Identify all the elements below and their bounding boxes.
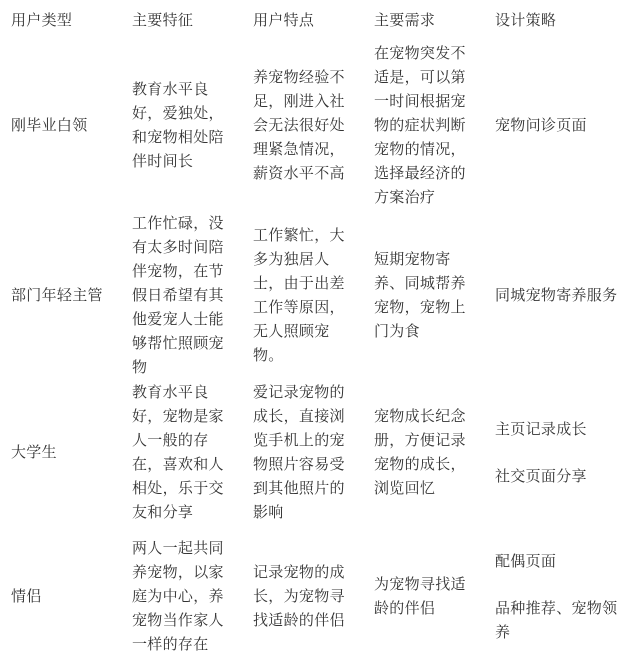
cell-feature: 教育水平良好，宠物是家人一般的存在，喜欢和人相处，乐于交友和分享 bbox=[132, 383, 224, 521]
cell-user-type: 部门年轻主管 bbox=[11, 286, 103, 304]
cell-need: 短期宠物寄养、同城帮养宠物，宠物上门为食 bbox=[374, 250, 466, 340]
cell-trait: 爱记录宠物的成长，直接浏览手机上的宠物照片容易受到其他照片的影响 bbox=[253, 383, 345, 521]
table-row bbox=[0, 380, 626, 524]
cell-trait: 养宠物经验不足，刚进入社会无法很好处理紧急情况，薪资水平不高 bbox=[253, 68, 345, 182]
strategy-item: 宠物问诊页面 bbox=[495, 116, 587, 134]
cell-user-type: 大学生 bbox=[11, 443, 57, 461]
table-row bbox=[0, 210, 626, 380]
strategy-item: 社交页面分享 bbox=[495, 466, 587, 485]
cell-need: 为宠物寻找适龄的伴侣 bbox=[374, 575, 466, 617]
cell-strategy bbox=[484, 40, 626, 210]
table-header bbox=[0, 0, 626, 40]
cell-need: 宠物成长纪念册，方便记录宠物的成长，浏览回忆 bbox=[374, 407, 466, 497]
header-design-strategy: 设计策略 bbox=[495, 11, 557, 29]
strategy-item: 同城宠物寄养服务 bbox=[495, 286, 618, 304]
cell-feature: 两人一起共同养宠物，以家庭为中心，养宠物当作家人一样的存在 bbox=[132, 539, 224, 653]
cell-need: 在宠物突发不适是，可以第一时间根据宠物的症状判断宠物的情况，选择最经济的方案治疗 bbox=[374, 44, 466, 206]
cell-trait: 工作繁忙，大多为独居人士，由于出差工作等原因，无人照顾宠物。 bbox=[253, 226, 345, 364]
cell-user-type: 刚毕业白领 bbox=[11, 116, 88, 134]
table-row bbox=[0, 40, 626, 210]
cell-feature: 工作忙碌，没有太多时间陪伴宠物，在节假日希望有其他爱宠人士能够帮忙照顾宠物 bbox=[132, 214, 224, 376]
cell-trait: 记录宠物的成长，为宠物寻找适龄的伴侣 bbox=[253, 563, 345, 629]
header-main-feature: 主要特征 bbox=[132, 11, 194, 29]
table-row bbox=[0, 524, 626, 668]
cell-feature: 教育水平良好，爱独处，和宠物相处陪伴时间长 bbox=[132, 80, 224, 170]
cell-user-type: 情侣 bbox=[11, 587, 42, 605]
strategy-item: 主页记录成长 bbox=[495, 419, 587, 438]
header-row bbox=[0, 0, 626, 40]
cell-strategy bbox=[484, 210, 626, 380]
header-user-trait: 用户特点 bbox=[253, 11, 315, 29]
strategy-item: 品种推荐、宠物领养 bbox=[495, 598, 618, 641]
cell-strategy bbox=[484, 524, 626, 668]
strategy-item: 配偶页面 bbox=[495, 551, 557, 570]
header-user-type: 用户类型 bbox=[11, 11, 73, 29]
table-body bbox=[0, 40, 626, 668]
header-main-need: 主要需求 bbox=[374, 11, 436, 29]
cell-strategy bbox=[484, 380, 626, 524]
